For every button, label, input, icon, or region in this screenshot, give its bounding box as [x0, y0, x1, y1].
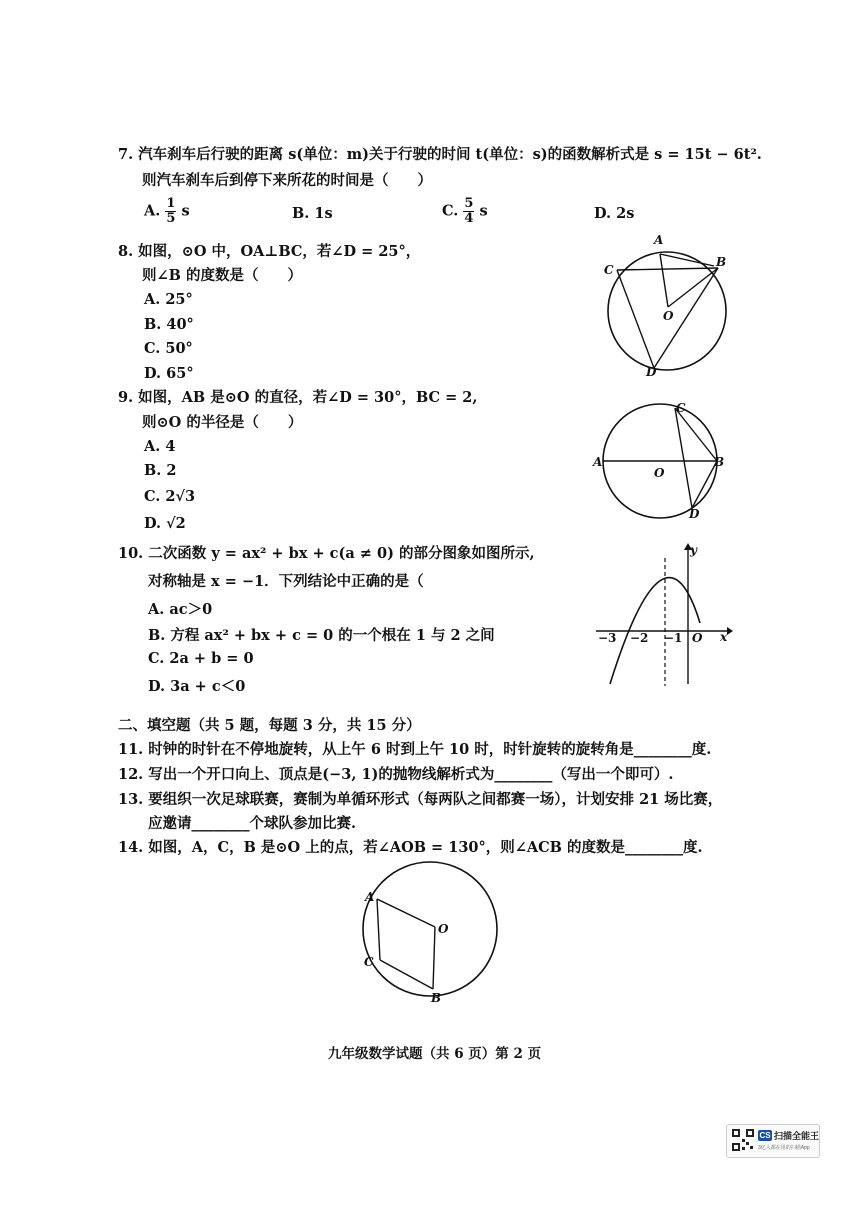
qr-code-icon: [731, 1128, 755, 1152]
q9-option-c: C. 2√3: [144, 488, 196, 505]
scanner-app-name: 扫描全能王: [774, 1131, 820, 1141]
q10-stem-line2: 对称轴是 x = −1．下列结论中正确的是（: [148, 573, 424, 590]
fraction-1-5: $\frac{1}{5}$: [166, 196, 176, 226]
fraction-5-4: $\frac{5}{4}$: [464, 196, 474, 226]
q13-stem-line1: 13. 要组织一次足球联赛，赛制为单循环形式（每两队之间都赛一场），计划安排 21 场比赛，: [118, 791, 723, 808]
scanner-watermark: [726, 1124, 820, 1158]
q7-option-a: A. $\frac{1}{5}$ s: [144, 196, 190, 226]
scanner-tagline: 3亿人都在用的扫描App: [758, 1145, 810, 1151]
q9-stem-line2: 则⊙O 的半径是（ ）: [142, 414, 303, 431]
q7-stem-line1: 7. 汽车刹车后行驶的距离 s(单位：m)关于行驶的时间 t(单位：s)的函数解析式是 s = 15t − 6t².: [118, 146, 762, 163]
q10-tick-neg1: −1: [664, 631, 683, 645]
q13-stem-line2: 应邀请________个球队参加比赛.: [148, 815, 357, 832]
q8-label-o: O: [663, 309, 674, 323]
q10-option-a: A. ac＞0: [148, 601, 213, 618]
page-footer: 九年级数学试题（共 6 页）第 2 页: [328, 1046, 542, 1062]
q10-tick-neg2: −2: [630, 631, 649, 645]
camscanner-logo-icon: CS: [759, 1131, 771, 1140]
q8-label-a: A: [654, 233, 664, 247]
q7-stem-line2: 则汽车刹车后到停下来所花的时间是（ ）: [142, 172, 432, 189]
q9-option-d: D. √2: [144, 515, 186, 532]
q10-tick-neg3: −3: [598, 631, 617, 645]
q11-stem: 11. 时钟的时针在不停地旋转，从上午 6 时到上午 10 时，时针旋转的旋转角是________度.: [118, 741, 712, 758]
q7-option-b: B. 1s: [292, 205, 333, 222]
section-title-fill-in: 二、填空题（共 5 题，每题 3 分，共 15 分）: [118, 717, 421, 734]
q8-stem-line2: 则∠B 的度数是（ ）: [142, 267, 302, 284]
q9-stem-line1: 9. 如图，AB 是⊙O 的直径，若∠D = 30°，BC = 2,: [118, 389, 478, 406]
q14-label-o: O: [438, 922, 449, 936]
q10-option-b: B. 方程 ax² + bx + c = 0 的一个根在 1 与 2 之间: [148, 627, 495, 644]
q8-circle-diagram: [590, 230, 740, 380]
q8-stem-line1: 8. 如图，⊙O 中，OA⊥BC，若∠D = 25°，: [118, 243, 421, 260]
q9-circle-diagram: [590, 398, 735, 523]
q10-parabola-graph: [590, 538, 735, 688]
q8-option-c: C. 50°: [144, 340, 193, 357]
q9-option-b: B. 2: [144, 462, 177, 479]
q8-label-c: C: [604, 263, 614, 277]
q10-axis-y-label: y: [690, 543, 697, 557]
q9-label-b: B: [714, 455, 725, 469]
q7-option-c: C. $\frac{5}{4}$ s: [442, 196, 488, 226]
q12-stem: 12. 写出一个开口向上、顶点是(−3, 1)的抛物线解析式为________（写出一个即可）.: [118, 766, 674, 783]
q14-label-c: C: [364, 955, 374, 969]
q9-label-a: A: [593, 455, 603, 469]
q8-option-a: A. 25°: [144, 291, 193, 308]
q10-option-d: D. 3a + c＜0: [148, 678, 246, 695]
q14-label-b: B: [431, 991, 442, 1005]
q7-option-d: D. 2s: [594, 205, 635, 222]
q8-label-b: B: [716, 255, 727, 269]
q10-option-c: C. 2a + b = 0: [148, 650, 254, 667]
q8-label-d: D: [646, 365, 657, 379]
q9-label-d: D: [689, 507, 700, 521]
q8-option-b: B. 40°: [144, 316, 194, 333]
q14-stem: 14. 如图，A，C，B 是⊙O 上的点，若∠AOB = 130°，则∠ACB 的度数是________度.: [118, 839, 703, 856]
q14-label-a: A: [365, 890, 375, 904]
q14-circle-diagram: [355, 855, 505, 1010]
q8-option-d: D. 65°: [144, 365, 194, 382]
q10-origin-label: O: [692, 631, 703, 645]
q9-option-a: A. 4: [144, 438, 176, 455]
q9-label-o: O: [654, 466, 665, 480]
q10-axis-x-label: x: [720, 630, 728, 644]
q9-label-c: C: [676, 401, 686, 415]
q10-stem-line1: 10. 二次函数 y = ax² + bx + c(a ≠ 0) 的部分图象如图所示,: [118, 545, 535, 562]
